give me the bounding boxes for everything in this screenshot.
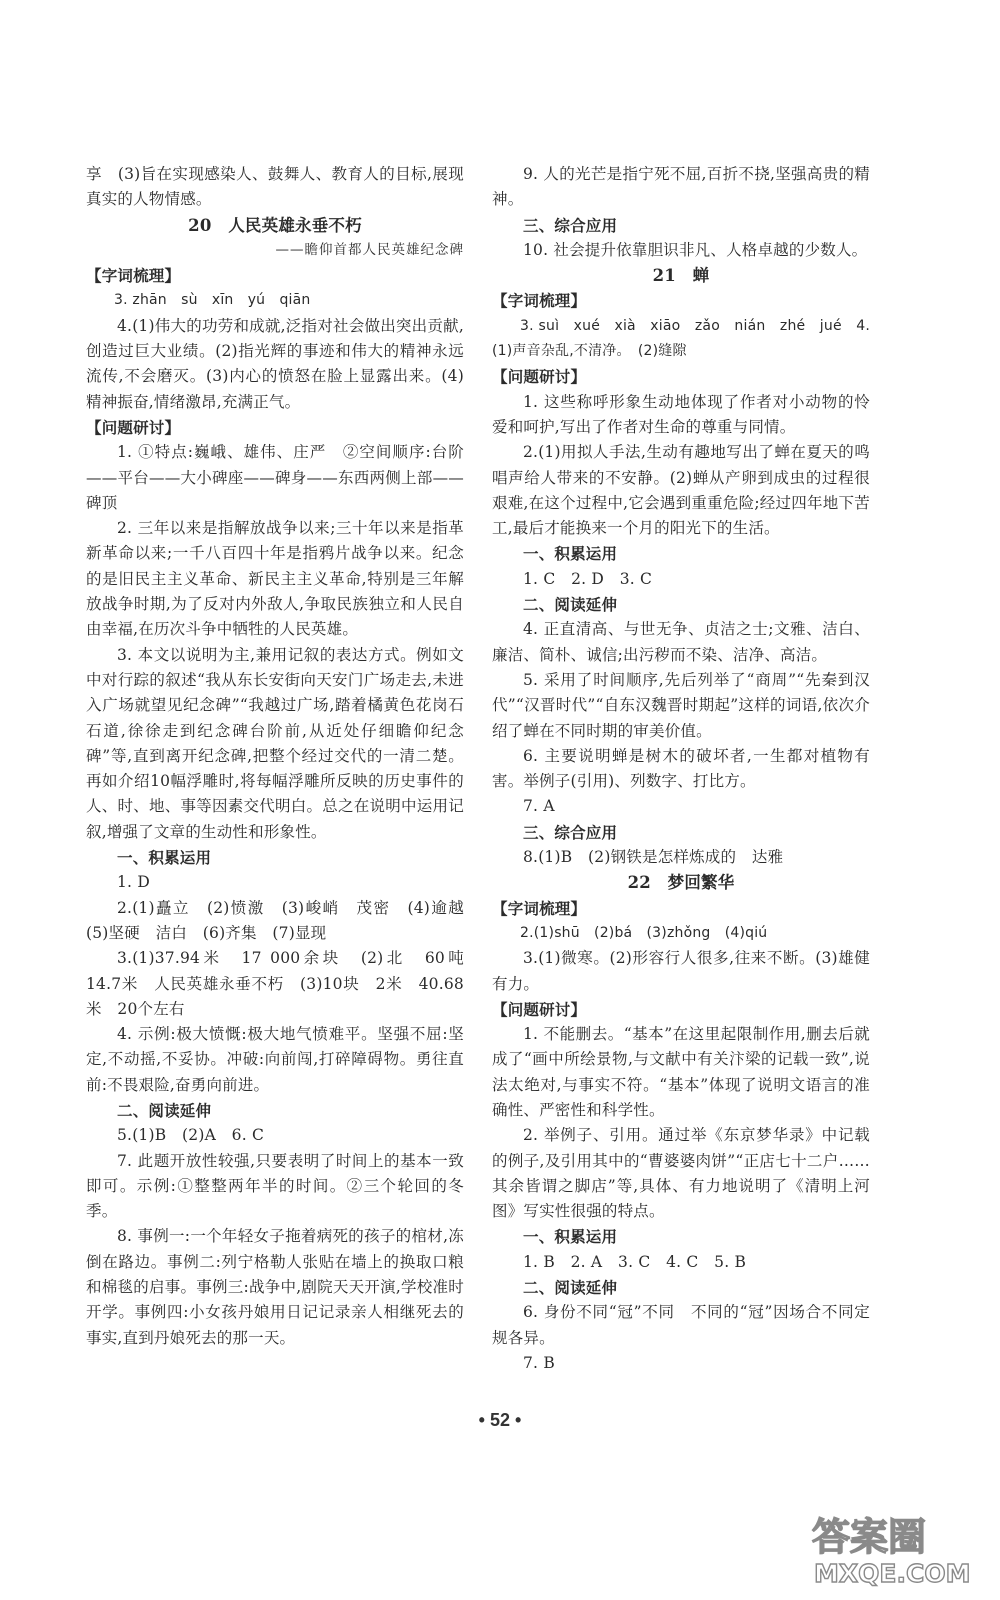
- answer-paragraph: 3.(1)37.94米 17 000余块 (2)北 60吨 14.7米 人民英雄永垂不朽 (3)10块 2米 40.68米 20个左右: [86, 949, 480, 1018]
- subsection-header: 二、阅读延伸: [523, 595, 618, 615]
- answer-paragraph: 3.(1)微寒。(2)形容行人很多,往来不断。(3)雄健有力。: [492, 949, 870, 993]
- answer-paragraph: 1. 不能删去。“基本”在这里起限制作用,删去后就成了“画中所绘景物,与文献中有关汴梁的记载一致”,说法太绝对,与事实不符。“基本”体现了说明文语言的准确性、严密性和科学性。: [492, 1025, 870, 1119]
- answer-paragraph: 4. 示例:极大愤慨:极大地气愤难平。坚强不屈:坚定,不动摇,不妥协。冲破:向前闯,打碎障碍物。勇往直前:不畏艰险,奋勇向前进。: [86, 1025, 464, 1094]
- lesson-subtitle: ——瞻仰首都人民英雄纪念碑: [275, 241, 464, 258]
- answer-paragraph: 10. 社会提升依靠胆识非凡、人格卓越的少数人。: [523, 240, 868, 259]
- section-header: 【问题研讨】: [86, 417, 181, 437]
- section-header: 【字词梳理】: [492, 291, 587, 311]
- answer-paragraph: 6. 身份不同“冠”不同 不同的“冠”因场合不同定规各异。: [492, 1303, 870, 1347]
- answer-paragraph: 2.(1)矗立 (2)愤激 (3)峻峭 茂密 (4)逾越 (5)坚硬 洁白 (6)齐集 (7)显现: [86, 898, 480, 942]
- answer-paragraph: 2.(1)用拟人手法,生动有趣地写出了蝉在夏天的鸣唱声给人带来的不安静。(2)蝉从产卵到成虫的过程很艰难,在这个过程中,它会遇到重重危险;经过四年地下苦工,最后才能换来一个月的阳光下的生活。: [492, 443, 870, 538]
- subsection-header: 三、综合应用: [523, 215, 618, 235]
- pinyin-answer: 2.(1)shū (2)bá (3)zhǒng (4)qiú: [520, 924, 768, 941]
- section-header: 【字词梳理】: [492, 898, 587, 918]
- watermark-text-en: MXQE.COM: [814, 1559, 971, 1588]
- answer-paragraph: 1. 这些称呼形象生动地体现了作者对小动物的怜爱和呵护,写出了作者对生命的尊重与同情。: [492, 392, 870, 436]
- lesson-title: 20 人民英雄永垂不朽: [188, 215, 362, 235]
- continued-paragraph: 享 (3)旨在实现感染人、鼓舞人、教育人的目标,展现真实的人物情感。: [86, 165, 464, 209]
- subsection-header: 一、积累运用: [523, 544, 618, 564]
- watermark-logo: [806, 1506, 976, 1588]
- section-header: 【字词梳理】: [86, 266, 181, 286]
- section-header: 【问题研讨】: [492, 999, 587, 1019]
- answer-paragraph: 1. ①特点:巍峨、雄伟、庄严 ②空间顺序:台阶——平台——大小碑座——碑身——东西两侧上部——碑顶: [86, 443, 464, 512]
- answer-paragraph: 7. A: [523, 797, 555, 816]
- right-column: [492, 162, 870, 1376]
- answer-paragraph: 7. 此题开放性较强,只要表明了时间上的基本一致即可。示例:①整整两年半的时间。②三个轮回的冬季。: [86, 1151, 464, 1221]
- answer-paragraph: 5.(1)B (2)A 6. C: [117, 1126, 265, 1145]
- subsection-header: 二、阅读延伸: [523, 1278, 618, 1298]
- answer-paragraph: 4. 正直清高、与世无争、贞洁之士;文雅、洁白、廉洁、简朴、诚信;出污秽而不染、洁净、高洁。: [492, 620, 870, 664]
- watermark-text-cn: 答案圈: [812, 1515, 927, 1559]
- page-number: • 52 •: [478, 1410, 522, 1430]
- pinyin-answer: 3. suì xué xià xiāo zǎo nián zhé jué 4.(1)声音杂乱,不清净。 (2)缝隙: [492, 317, 870, 360]
- lesson-title: 21 蝉: [652, 266, 710, 286]
- answer-paragraph: 2. 举例子、引用。通过举《东京梦华录》中记载的例子,及引用其中的“曹婆婆肉饼”“正店七十二户……其余皆谓之脚店”等,具体、有力地说明了《清明上河图》写实性很强的特点。: [492, 1126, 870, 1221]
- answer-paragraph: 2. 三年以来是指解放战争以来;三十年以来是指革新革命以来;一千八百四十年是指鸦片战争以来。纪念的是旧民主主义革命、新民主主义革命,特别是三年解放战争时期,为了反对内外敌人,争取民族独立和人民自由幸福,在历次斗争中牺牲的人民英雄。: [86, 519, 464, 639]
- section-header: 【问题研讨】: [492, 367, 587, 387]
- subsection-header: 一、积累运用: [523, 1227, 618, 1247]
- left-column: [86, 162, 480, 1351]
- answer-paragraph: 6. 主要说明蝉是树木的破坏者,一生都对植物有害。举例子(引用)、列数字、打比方。: [492, 746, 870, 791]
- lesson-title: 22 梦回繁华: [627, 873, 735, 893]
- pinyin-answer: 3. zhān sù xīn yú qiān: [114, 292, 311, 309]
- subsection-header: 三、综合应用: [523, 822, 618, 842]
- answer-paragraph: 3. 本文以说明为主,兼用记叙的表达方式。例如文中对行踪的叙述“我从东长安街向天安门广场走去,未进入广场就望见纪念碑”“我越过广场,踏着橘黄色花岗石石道,徐徐走到纪念碑台阶前,从近处仔细瞻仰纪念碑”等,直到离开纪念碑,把整个经过交代的一清二楚。再如介绍10幅浮雕时,将每幅浮雕所反映的历史事件的人、时、地、事等因素交代明白。总之在说明中运用记叙,增强了文章的生动性和形象性。: [86, 645, 464, 841]
- answer-paragraph: 9. 人的光芒是指宁死不屈,百折不挠,坚强高贵的精神。: [492, 165, 870, 209]
- subsection-header: 一、积累运用: [117, 848, 212, 868]
- answer-paragraph: 8. 事例一:一个年轻女子拖着病死的孩子的棺材,冻倒在路边。事例二:列宁格勒人张贴在墙上的换取口粮和棉毯的启事。事例三:战争中,剧院天天开演,学校准时开学。事例四:小女孩丹娘用日记记录亲人相继死去的事实,直到丹娘死去的那一天。: [86, 1227, 464, 1347]
- answer-paragraph: 4.(1)伟大的功劳和成就,泛指对社会做出突出贡献,创造过巨大业绩。(2)指光辉的事迹和伟大的精神永远流传,不会磨灭。(3)内心的愤怒在脸上显露出来。(4)精神振奋,情绪激昂,充满正气。: [86, 316, 464, 411]
- answer-paragraph: 7. B: [523, 1353, 555, 1372]
- answer-paragraph: 8.(1)B (2)钢铁是怎样炼成的 达雅: [523, 848, 784, 867]
- answer-paragraph: 1. D: [117, 873, 150, 892]
- answer-paragraph: 1. B 2. A 3. C 4. C 5. B: [523, 1252, 747, 1271]
- answer-paragraph: 5. 采用了时间顺序,先后列举了“商周”“先秦到汉代”“汉晋时代”“自东汉魏晋时期起”这样的词语,依次介绍了蝉在不同时期的审美价值。: [492, 670, 870, 740]
- subsection-header: 二、阅读延伸: [117, 1100, 212, 1120]
- answer-paragraph: 1. C 2. D 3. C: [523, 569, 653, 588]
